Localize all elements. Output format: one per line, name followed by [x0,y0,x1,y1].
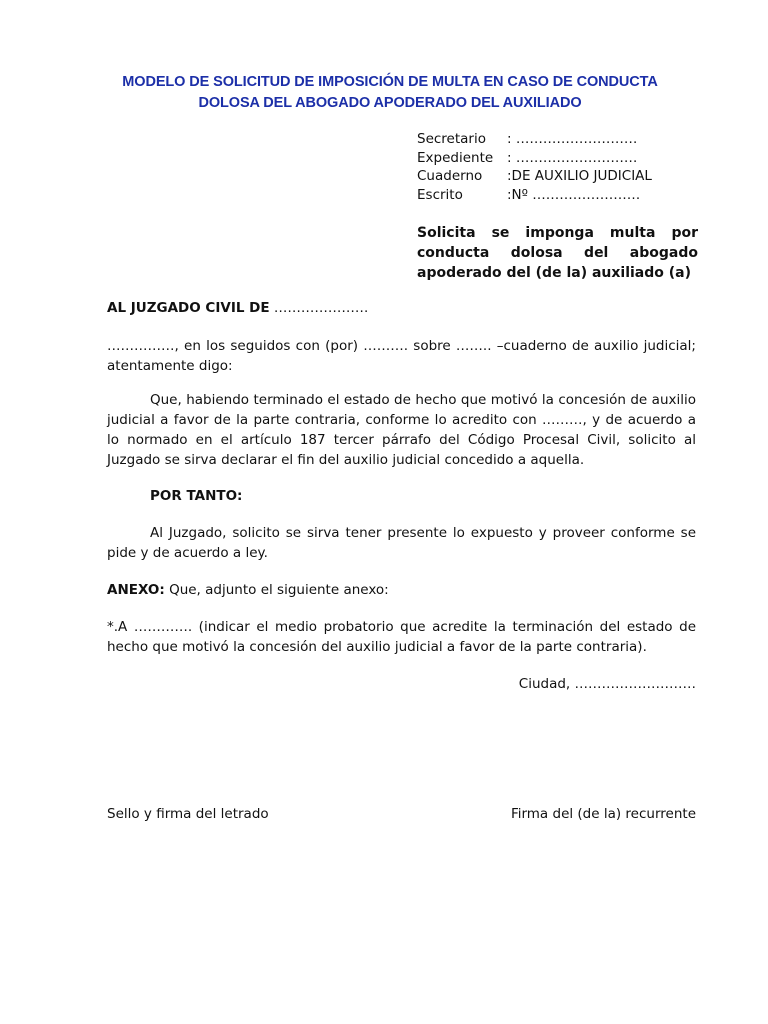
field-cuaderno [417,167,652,186]
anexo-line [107,580,696,600]
anexo-item: *.A …………. (indicar el medio probatorio que acredite la terminación del estado de hecho que motivó la concesión del auxilio judicial a favor de la parte contraria). [107,619,696,655]
por-tanto-paragraph: Al Juzgado, solicito se sirva tener presente lo expuesto y proveer conforme se pide y de acuerdo a ley. [107,525,696,561]
title-line-1: MODELO DE SOLICITUD DE IMPOSICIÓN DE MULTA EN CASO DE CONDUCTA [122,74,658,90]
por-tanto-label: POR TANTO: [150,488,243,504]
field-value: :DE AUXILIO JUDICIAL [507,168,652,184]
field-value: :Nº …………………… [507,186,641,203]
signature-lawyer: Sello y firma del letrado [107,806,269,822]
addressee-label: AL JUZGADO CIVIL DE [107,300,270,316]
title-line-2: DOLOSA DEL ABOGADO APODERADO DEL AUXILIADO [198,95,582,111]
field-value: : ……………………… [507,131,638,147]
field-expediente [417,149,652,168]
addressee [107,298,368,318]
intro-paragraph: ……………, en los seguidos con (por) ………. sobre …….. –cuaderno de auxilio judicial; atentamente digo: [107,338,696,374]
field-label: Escrito [417,186,463,203]
addressee-blank: ………………… [273,300,369,316]
city-date: Ciudad, ……………………… [518,676,696,692]
body-paragraph: Que, habiendo terminado el estado de hecho que motivó la concesión de auxilio judicial a favor de la parte contraria, conforme lo acredito con ………, y de acuerdo a lo normado en el artículo 187 tercer párrafo del Código Procesal Civil, solicito al Juzgado se sirva declarar el fin del auxilio judicial concedido a aquella. [107,392,696,468]
field-label: Secretario [417,131,486,147]
field-value: : ……………………… [507,149,638,166]
field-escrito [417,186,652,205]
case-header-fields [417,130,652,204]
sumilla: Solicita se imponga multa por conducta dolosa del abogado apoderado del (de la) auxiliado (a) [417,225,698,281]
signature-applicant: Firma del (de la) recurrente [510,806,696,822]
anexo-text: Que, adjunto el siguiente anexo: [164,582,389,598]
field-label: Cuaderno [417,168,483,184]
field-secretario [417,130,652,149]
field-label: Expediente [417,149,494,166]
document-title [60,72,720,114]
anexo-label: ANEXO: [107,582,165,598]
